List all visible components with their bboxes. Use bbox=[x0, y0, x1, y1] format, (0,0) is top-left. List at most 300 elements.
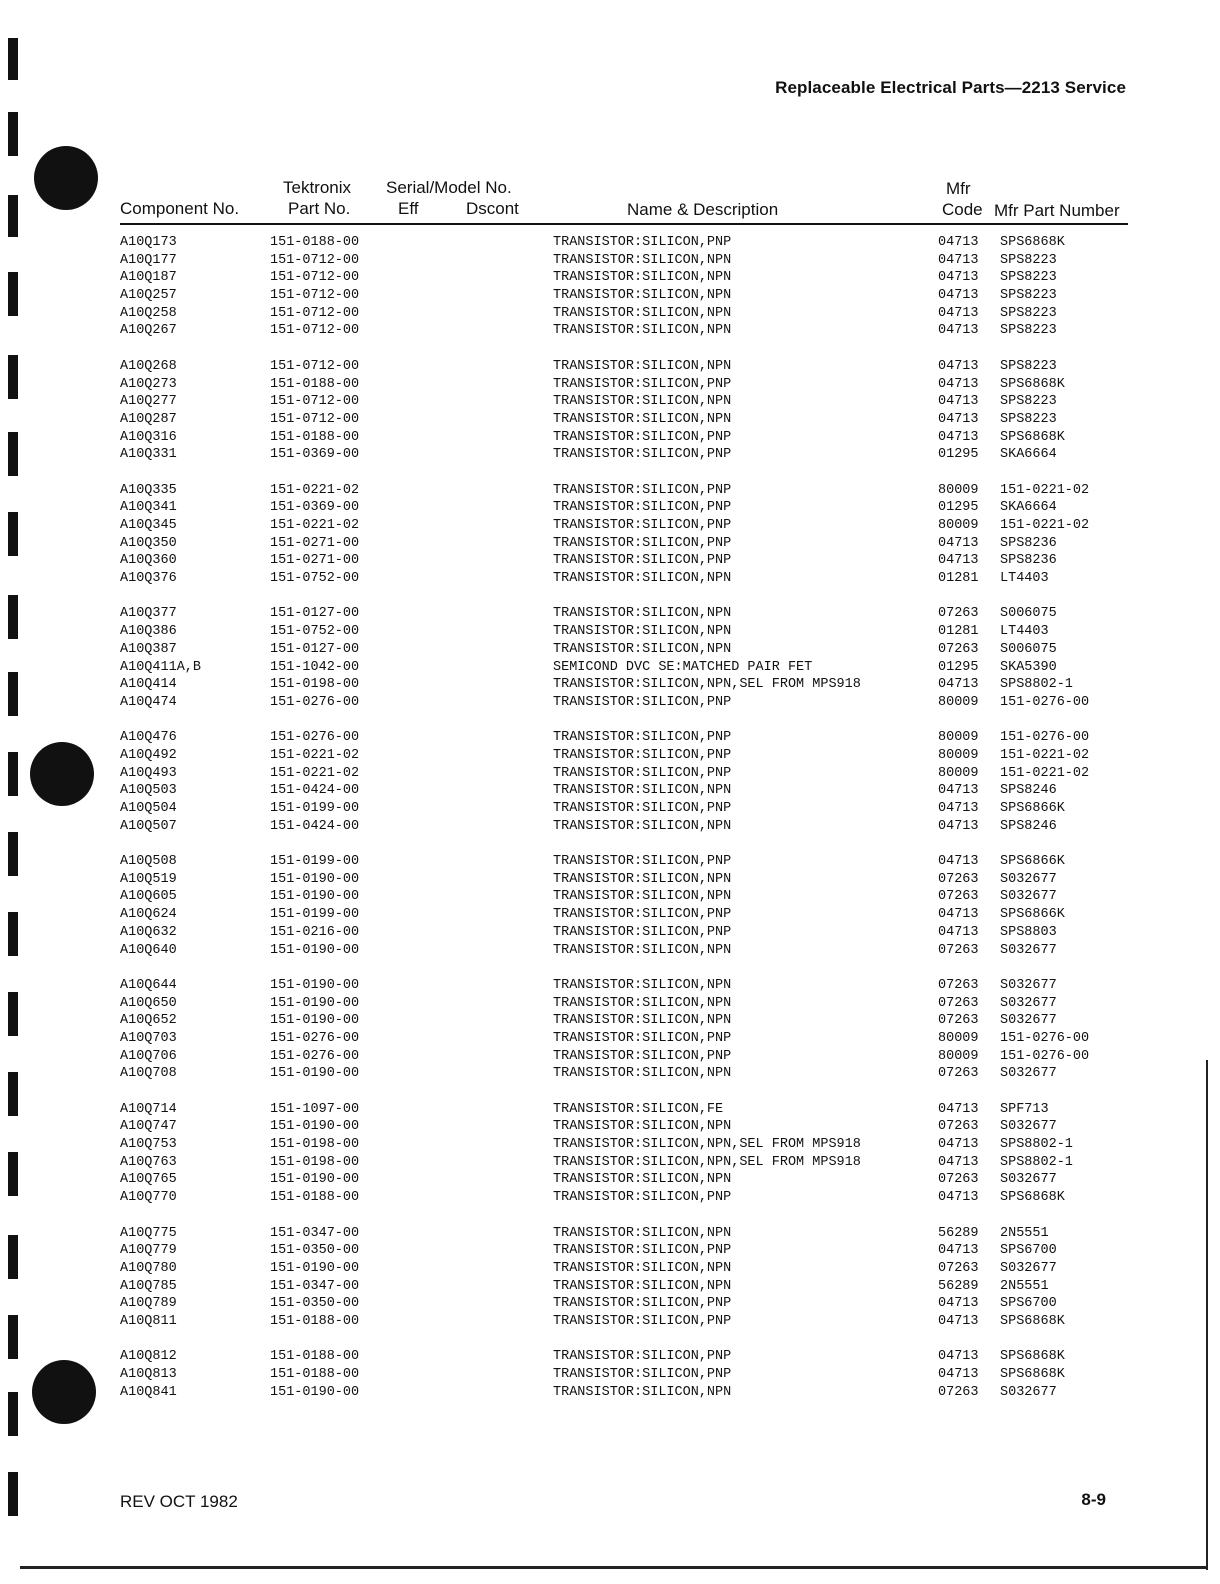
table-row bbox=[0, 676, 1220, 694]
mfr-part-number: SPS6868K bbox=[1000, 429, 1065, 445]
table-row bbox=[0, 305, 1220, 323]
mfr-code: 04713 bbox=[938, 783, 979, 799]
table-row bbox=[0, 1278, 1220, 1296]
table-row bbox=[0, 411, 1220, 429]
component-no: A10Q765 bbox=[120, 1172, 177, 1188]
component-no: A10Q644 bbox=[120, 977, 177, 993]
mfr-part-number: 151-0276-00 bbox=[1000, 694, 1090, 710]
table-row bbox=[0, 818, 1220, 836]
description: TRANSISTOR:SILICON,NPN bbox=[553, 1172, 732, 1188]
table-row bbox=[0, 641, 1220, 659]
description: TRANSISTOR:SILICON,PNP bbox=[553, 500, 732, 516]
component-no: A10Q841 bbox=[120, 1384, 177, 1400]
mfr-part-number: LT4403 bbox=[1000, 624, 1049, 640]
table-row bbox=[0, 234, 1220, 252]
description: TRANSISTOR:SILICON,NPN bbox=[553, 1384, 732, 1400]
column-header-tektronix: Tektronix bbox=[283, 178, 352, 197]
part-no: 151-0350-00 bbox=[270, 1296, 360, 1312]
mfr-part-number: S032677 bbox=[1000, 1384, 1057, 1400]
component-no: A10Q287 bbox=[120, 411, 177, 427]
table-row bbox=[0, 1048, 1220, 1066]
mfr-part-number: SPS8223 bbox=[1000, 270, 1057, 286]
component-no: A10Q350 bbox=[120, 535, 177, 551]
component-no: A10Q360 bbox=[120, 553, 177, 569]
component-no: A10Q775 bbox=[120, 1225, 177, 1241]
component-no: A10Q316 bbox=[120, 429, 177, 445]
table-row bbox=[0, 1171, 1220, 1189]
component-no: A10Q708 bbox=[120, 1066, 177, 1082]
description: TRANSISTOR:SILICON,NPN bbox=[553, 977, 732, 993]
description: TRANSISTOR:SILICON,NPN bbox=[553, 305, 732, 321]
table-row bbox=[0, 871, 1220, 889]
component-no: A10Q703 bbox=[120, 1030, 177, 1046]
column-header-component-no: Component No. bbox=[120, 199, 240, 218]
mfr-part-number: SPS8236 bbox=[1000, 553, 1057, 569]
component-no: A10Q624 bbox=[120, 907, 177, 923]
description: TRANSISTOR:SILICON,PNP bbox=[553, 1313, 732, 1329]
table-row bbox=[0, 924, 1220, 942]
description: TRANSISTOR:SILICON,NPN bbox=[553, 818, 732, 834]
mfr-part-number: 151-0221-02 bbox=[1000, 765, 1090, 781]
table-row bbox=[0, 376, 1220, 394]
table-row bbox=[0, 482, 1220, 500]
mfr-code: 07263 bbox=[938, 1172, 979, 1188]
component-no: A10Q387 bbox=[120, 641, 177, 657]
mfr-code: 07263 bbox=[938, 977, 979, 993]
table-row bbox=[0, 552, 1220, 570]
part-no: 151-0190-00 bbox=[270, 1066, 360, 1082]
binder-hole bbox=[34, 146, 98, 210]
description: TRANSISTOR:SILICON,NPN bbox=[553, 394, 732, 410]
component-no: A10Q341 bbox=[120, 500, 177, 516]
mfr-code: 04713 bbox=[938, 394, 979, 410]
mfr-part-number: SPS8223 bbox=[1000, 411, 1057, 427]
mfr-part-number: 151-0276-00 bbox=[1000, 1030, 1090, 1046]
description: TRANSISTOR:SILICON,NPN bbox=[553, 641, 732, 657]
component-no: A10Q811 bbox=[120, 1313, 177, 1329]
component-no: A10Q268 bbox=[120, 358, 177, 374]
mfr-part-number: 151-0221-02 bbox=[1000, 482, 1090, 498]
description: TRANSISTOR:SILICON,PNP bbox=[553, 1030, 732, 1046]
parts-group bbox=[0, 605, 1220, 711]
parts-list bbox=[0, 234, 1220, 1419]
mfr-part-number: SPS6868K bbox=[1000, 1367, 1065, 1382]
part-no: 151-0127-00 bbox=[270, 606, 360, 622]
table-row bbox=[0, 853, 1220, 871]
table-row bbox=[0, 1295, 1220, 1313]
table-row bbox=[0, 1366, 1220, 1384]
mfr-part-number: S006075 bbox=[1000, 606, 1057, 622]
mfr-code: 80009 bbox=[938, 747, 979, 763]
component-no: A10Q411A,B bbox=[120, 659, 202, 675]
description: TRANSISTOR:SILICON,NPN bbox=[553, 252, 732, 268]
part-no: 151-0752-00 bbox=[270, 624, 360, 640]
table-row bbox=[0, 1030, 1220, 1048]
part-no: 151-0188-00 bbox=[270, 1313, 360, 1329]
part-no: 151-0712-00 bbox=[270, 394, 360, 410]
mfr-code: 80009 bbox=[938, 694, 979, 710]
mfr-part-number: SPS8802-1 bbox=[1000, 1154, 1073, 1170]
parts-group bbox=[0, 729, 1220, 835]
mfr-part-number: S032677 bbox=[1000, 942, 1057, 958]
mfr-part-number: SPS8802-1 bbox=[1000, 1137, 1073, 1153]
component-no: A10Q640 bbox=[120, 942, 177, 958]
part-no: 151-0199-00 bbox=[270, 907, 360, 923]
mfr-code: 80009 bbox=[938, 1048, 979, 1064]
column-header-code: Code bbox=[942, 200, 983, 219]
component-no: A10Q507 bbox=[120, 818, 177, 834]
table-row bbox=[0, 499, 1220, 517]
part-no: 151-0276-00 bbox=[270, 1048, 360, 1064]
mfr-part-number: 151-0276-00 bbox=[1000, 730, 1090, 746]
mfr-part-number: SPS6868K bbox=[1000, 235, 1065, 250]
description: TRANSISTOR:SILICON,PNP bbox=[553, 747, 732, 763]
component-no: A10Q812 bbox=[120, 1349, 177, 1365]
component-no: A10Q476 bbox=[120, 730, 177, 746]
table-row bbox=[0, 995, 1220, 1013]
parts-group bbox=[0, 977, 1220, 1083]
component-no: A10Q747 bbox=[120, 1119, 177, 1135]
mfr-code: 80009 bbox=[938, 1030, 979, 1046]
table-row bbox=[0, 446, 1220, 464]
column-header-name-description: Name & Description bbox=[627, 200, 779, 219]
mfr-part-number: SPS6700 bbox=[1000, 1296, 1057, 1312]
description: TRANSISTOR:SILICON,NPN bbox=[553, 1225, 732, 1241]
part-no: 151-0127-00 bbox=[270, 641, 360, 657]
table-row bbox=[0, 1189, 1220, 1207]
column-header-serial-model: Serial/Model No. bbox=[386, 178, 512, 197]
mfr-part-number: S032677 bbox=[1000, 1119, 1057, 1135]
column-header-dscont: Dscont bbox=[466, 199, 519, 218]
component-no: A10Q785 bbox=[120, 1278, 177, 1294]
mfr-part-number: S032677 bbox=[1000, 1013, 1057, 1029]
mfr-code: 04713 bbox=[938, 1296, 979, 1312]
table-row bbox=[0, 942, 1220, 960]
part-no: 151-0712-00 bbox=[270, 358, 360, 374]
part-no: 151-0190-00 bbox=[270, 1260, 360, 1276]
description: TRANSISTOR:SILICON,PNP bbox=[553, 1243, 732, 1259]
part-no: 151-0190-00 bbox=[270, 1013, 360, 1029]
mfr-part-number: 151-0276-00 bbox=[1000, 1048, 1090, 1064]
parts-group bbox=[0, 358, 1220, 464]
part-no: 151-0712-00 bbox=[270, 323, 360, 339]
component-no: A10Q813 bbox=[120, 1367, 177, 1382]
description: TRANSISTOR:SILICON,PNP bbox=[553, 482, 732, 498]
table-row bbox=[0, 429, 1220, 447]
part-no: 151-0190-00 bbox=[270, 871, 360, 887]
description: TRANSISTOR:SILICON,PNP bbox=[553, 535, 732, 551]
part-no: 151-0221-02 bbox=[270, 482, 360, 498]
component-no: A10Q763 bbox=[120, 1154, 177, 1170]
component-no: A10Q503 bbox=[120, 783, 177, 799]
component-no: A10Q173 bbox=[120, 235, 177, 250]
mfr-code: 04713 bbox=[938, 1101, 979, 1117]
mfr-part-number: SPS6866K bbox=[1000, 907, 1065, 923]
mfr-part-number: S006075 bbox=[1000, 641, 1057, 657]
part-no: 151-0216-00 bbox=[270, 924, 360, 940]
part-no: 151-0199-00 bbox=[270, 801, 360, 816]
mfr-code: 07263 bbox=[938, 641, 979, 657]
mfr-part-number: SPS8223 bbox=[1000, 305, 1057, 321]
description: TRANSISTOR:SILICON,PNP bbox=[553, 1349, 732, 1365]
mfr-code: 04713 bbox=[938, 358, 979, 374]
mfr-code: 04713 bbox=[938, 553, 979, 569]
component-no: A10Q650 bbox=[120, 995, 177, 1011]
part-no: 151-0190-00 bbox=[270, 1384, 360, 1400]
description: TRANSISTOR:SILICON,PNP bbox=[553, 447, 732, 463]
part-no: 151-0188-00 bbox=[270, 1349, 360, 1365]
parts-group bbox=[0, 482, 1220, 588]
description: TRANSISTOR:SILICON,PNP bbox=[553, 801, 732, 816]
mfr-code: 07263 bbox=[938, 606, 979, 622]
part-no: 151-0190-00 bbox=[270, 1172, 360, 1188]
component-no: A10Q414 bbox=[120, 677, 177, 693]
binder-mark bbox=[8, 112, 18, 156]
mfr-part-number: 151-0221-02 bbox=[1000, 518, 1090, 533]
column-header-part-no: Part No. bbox=[288, 199, 351, 218]
mfr-code: 04713 bbox=[938, 677, 979, 693]
component-no: A10Q493 bbox=[120, 765, 177, 781]
table-row bbox=[0, 659, 1220, 677]
table-row bbox=[0, 517, 1220, 535]
mfr-part-number: SPS6868K bbox=[1000, 376, 1065, 392]
mfr-part-number: SPS8246 bbox=[1000, 818, 1057, 834]
part-no: 151-0198-00 bbox=[270, 1154, 360, 1170]
part-no: 151-0271-00 bbox=[270, 535, 360, 551]
mfr-code: 07263 bbox=[938, 1384, 979, 1400]
part-no: 151-0190-00 bbox=[270, 977, 360, 993]
description: TRANSISTOR:SILICON,PNP bbox=[553, 235, 732, 250]
part-no: 151-0276-00 bbox=[270, 1030, 360, 1046]
table-row bbox=[0, 729, 1220, 747]
component-no: A10Q789 bbox=[120, 1296, 177, 1312]
mfr-code: 07263 bbox=[938, 1013, 979, 1029]
mfr-part-number: SKA6664 bbox=[1000, 447, 1057, 463]
mfr-code: 04713 bbox=[938, 270, 979, 286]
table-row bbox=[0, 1313, 1220, 1331]
description: TRANSISTOR:SILICON,NPN bbox=[553, 411, 732, 427]
description: TRANSISTOR:SILICON,PNP bbox=[553, 1296, 732, 1312]
table-row bbox=[0, 358, 1220, 376]
table-row bbox=[0, 977, 1220, 995]
mfr-part-number: SPS6868K bbox=[1000, 1349, 1065, 1365]
mfr-code: 04713 bbox=[938, 907, 979, 923]
mfr-part-number: S032677 bbox=[1000, 871, 1057, 887]
description: TRANSISTOR:SILICON,FE bbox=[553, 1101, 724, 1117]
table-row bbox=[0, 888, 1220, 906]
description: TRANSISTOR:SILICON,NPN bbox=[553, 1260, 732, 1276]
component-no: A10Q632 bbox=[120, 924, 177, 940]
mfr-code: 07263 bbox=[938, 995, 979, 1011]
description: TRANSISTOR:SILICON,PNP bbox=[553, 854, 732, 870]
table-row bbox=[0, 252, 1220, 270]
component-no: A10Q177 bbox=[120, 252, 177, 268]
binder-mark bbox=[8, 195, 18, 237]
table-row bbox=[0, 1154, 1220, 1172]
description: TRANSISTOR:SILICON,NPN bbox=[553, 270, 732, 286]
component-no: A10Q753 bbox=[120, 1137, 177, 1153]
component-no: A10Q187 bbox=[120, 270, 177, 286]
component-no: A10Q779 bbox=[120, 1243, 177, 1259]
mfr-code: 04713 bbox=[938, 924, 979, 940]
mfr-code: 04713 bbox=[938, 1243, 979, 1259]
description: TRANSISTOR:SILICON,PNP bbox=[553, 429, 732, 445]
part-no: 151-0271-00 bbox=[270, 553, 360, 569]
part-no: 151-0424-00 bbox=[270, 783, 360, 799]
table-row bbox=[0, 393, 1220, 411]
component-no: A10Q706 bbox=[120, 1048, 177, 1064]
description: TRANSISTOR:SILICON,NPN bbox=[553, 1013, 732, 1029]
component-no: A10Q277 bbox=[120, 394, 177, 410]
mfr-part-number: SPS8223 bbox=[1000, 252, 1057, 268]
mfr-code: 01295 bbox=[938, 447, 979, 463]
table-row bbox=[0, 1118, 1220, 1136]
mfr-code: 04713 bbox=[938, 1313, 979, 1329]
mfr-code: 04713 bbox=[938, 376, 979, 392]
component-no: A10Q345 bbox=[120, 518, 177, 533]
mfr-code: 80009 bbox=[938, 730, 979, 746]
mfr-code: 80009 bbox=[938, 518, 979, 533]
part-no: 151-0276-00 bbox=[270, 694, 360, 710]
mfr-part-number: S032677 bbox=[1000, 977, 1057, 993]
description: TRANSISTOR:SILICON,PNP bbox=[553, 376, 732, 392]
part-no: 151-0190-00 bbox=[270, 942, 360, 958]
binder-mark bbox=[8, 38, 18, 80]
part-no: 151-0221-02 bbox=[270, 765, 360, 781]
part-no: 151-0712-00 bbox=[270, 411, 360, 427]
part-no: 151-0188-00 bbox=[270, 1367, 360, 1382]
description: TRANSISTOR:SILICON,PNP bbox=[553, 694, 732, 710]
mfr-part-number: SPS8223 bbox=[1000, 358, 1057, 374]
mfr-code: 04713 bbox=[938, 1349, 979, 1365]
table-row bbox=[0, 269, 1220, 287]
table-row bbox=[0, 322, 1220, 340]
component-no: A10Q780 bbox=[120, 1260, 177, 1276]
component-no: A10Q258 bbox=[120, 305, 177, 321]
description: TRANSISTOR:SILICON,PNP bbox=[553, 1190, 732, 1206]
table-row bbox=[0, 747, 1220, 765]
mfr-part-number: SKA6664 bbox=[1000, 500, 1057, 516]
mfr-code: 04713 bbox=[938, 323, 979, 339]
part-no: 151-0712-00 bbox=[270, 288, 360, 304]
mfr-part-number: 2N5551 bbox=[1000, 1225, 1049, 1241]
description: TRANSISTOR:SILICON,NPN bbox=[553, 323, 732, 339]
part-no: 151-0198-00 bbox=[270, 677, 360, 693]
mfr-part-number: SPS8236 bbox=[1000, 535, 1057, 551]
component-no: A10Q335 bbox=[120, 482, 177, 498]
description: TRANSISTOR:SILICON,NPN bbox=[553, 571, 732, 587]
description: TRANSISTOR:SILICON,NPN bbox=[553, 995, 732, 1011]
parts-group bbox=[0, 853, 1220, 959]
mfr-code: 07263 bbox=[938, 889, 979, 905]
table-row bbox=[0, 1012, 1220, 1030]
part-no: 151-0199-00 bbox=[270, 854, 360, 870]
binder-mark bbox=[8, 1472, 18, 1516]
description: TRANSISTOR:SILICON,NPN bbox=[553, 942, 732, 958]
parts-group bbox=[0, 1225, 1220, 1331]
part-no: 151-0369-00 bbox=[270, 447, 360, 463]
component-no: A10Q257 bbox=[120, 288, 177, 304]
description: TRANSISTOR:SILICON,PNP bbox=[553, 907, 732, 923]
part-no: 151-0188-00 bbox=[270, 1190, 360, 1206]
mfr-part-number: S032677 bbox=[1000, 1260, 1057, 1276]
component-no: A10Q519 bbox=[120, 871, 177, 887]
part-no: 151-0350-00 bbox=[270, 1243, 360, 1259]
table-row bbox=[0, 1225, 1220, 1243]
description: SEMICOND DVC SE:MATCHED PAIR FET bbox=[553, 659, 813, 675]
part-no: 151-0369-00 bbox=[270, 500, 360, 516]
mfr-code: 04713 bbox=[938, 854, 979, 870]
table-row bbox=[0, 535, 1220, 553]
part-no: 151-0347-00 bbox=[270, 1278, 360, 1294]
component-no: A10Q605 bbox=[120, 889, 177, 905]
mfr-part-number: S032677 bbox=[1000, 889, 1057, 905]
component-no: A10Q267 bbox=[120, 323, 177, 339]
mfr-code: 04713 bbox=[938, 801, 979, 816]
component-no: A10Q652 bbox=[120, 1013, 177, 1029]
mfr-part-number: S032677 bbox=[1000, 1066, 1057, 1082]
table-row bbox=[0, 800, 1220, 818]
part-no: 151-0188-00 bbox=[270, 235, 360, 250]
component-no: A10Q273 bbox=[120, 376, 177, 392]
table-row bbox=[0, 1242, 1220, 1260]
mfr-code: 56289 bbox=[938, 1278, 979, 1294]
parts-group bbox=[0, 1348, 1220, 1401]
mfr-part-number: 2N5551 bbox=[1000, 1278, 1049, 1294]
part-no: 151-0198-00 bbox=[270, 1137, 360, 1153]
mfr-part-number: S032677 bbox=[1000, 995, 1057, 1011]
page-number: 8-9 bbox=[1081, 1490, 1106, 1509]
component-no: A10Q770 bbox=[120, 1190, 177, 1206]
mfr-code: 56289 bbox=[938, 1225, 979, 1241]
mfr-code: 04713 bbox=[938, 1190, 979, 1206]
description: TRANSISTOR:SILICON,NPN bbox=[553, 288, 732, 304]
component-no: A10Q508 bbox=[120, 854, 177, 870]
mfr-code: 07263 bbox=[938, 1119, 979, 1135]
description: TRANSISTOR:SILICON,NPN,SEL FROM MPS918 bbox=[553, 1137, 861, 1153]
mfr-code: 07263 bbox=[938, 871, 979, 887]
description: TRANSISTOR:SILICON,NPN,SEL FROM MPS918 bbox=[553, 677, 861, 693]
description: TRANSISTOR:SILICON,NPN bbox=[553, 889, 732, 905]
mfr-part-number: SPS8246 bbox=[1000, 783, 1057, 799]
table-row bbox=[0, 1136, 1220, 1154]
mfr-part-number: SPF713 bbox=[1000, 1101, 1049, 1117]
mfr-code: 04713 bbox=[938, 252, 979, 268]
mfr-code: 01281 bbox=[938, 571, 979, 587]
part-no: 151-0188-00 bbox=[270, 429, 360, 445]
component-no: A10Q504 bbox=[120, 801, 177, 816]
mfr-code: 80009 bbox=[938, 482, 979, 498]
column-header-eff: Eff bbox=[398, 199, 419, 218]
mfr-part-number: SPS6868K bbox=[1000, 1190, 1065, 1206]
description: TRANSISTOR:SILICON,PNP bbox=[553, 1048, 732, 1064]
mfr-code: 07263 bbox=[938, 1066, 979, 1082]
part-no: 151-0712-00 bbox=[270, 305, 360, 321]
mfr-part-number: 151-0221-02 bbox=[1000, 747, 1090, 763]
mfr-part-number: SPS8223 bbox=[1000, 394, 1057, 410]
table-row bbox=[0, 1101, 1220, 1119]
description: TRANSISTOR:SILICON,NPN,SEL FROM MPS918 bbox=[553, 1154, 861, 1170]
part-no: 151-0221-02 bbox=[270, 747, 360, 763]
page-edge-bottom bbox=[20, 1566, 1208, 1569]
part-no: 151-0221-02 bbox=[270, 518, 360, 533]
component-no: A10Q714 bbox=[120, 1101, 177, 1117]
revision-date: REV OCT 1982 bbox=[120, 1492, 238, 1511]
table-row bbox=[0, 1384, 1220, 1402]
part-no: 151-0188-00 bbox=[270, 376, 360, 392]
mfr-code: 04713 bbox=[938, 818, 979, 834]
component-no: A10Q376 bbox=[120, 571, 177, 587]
